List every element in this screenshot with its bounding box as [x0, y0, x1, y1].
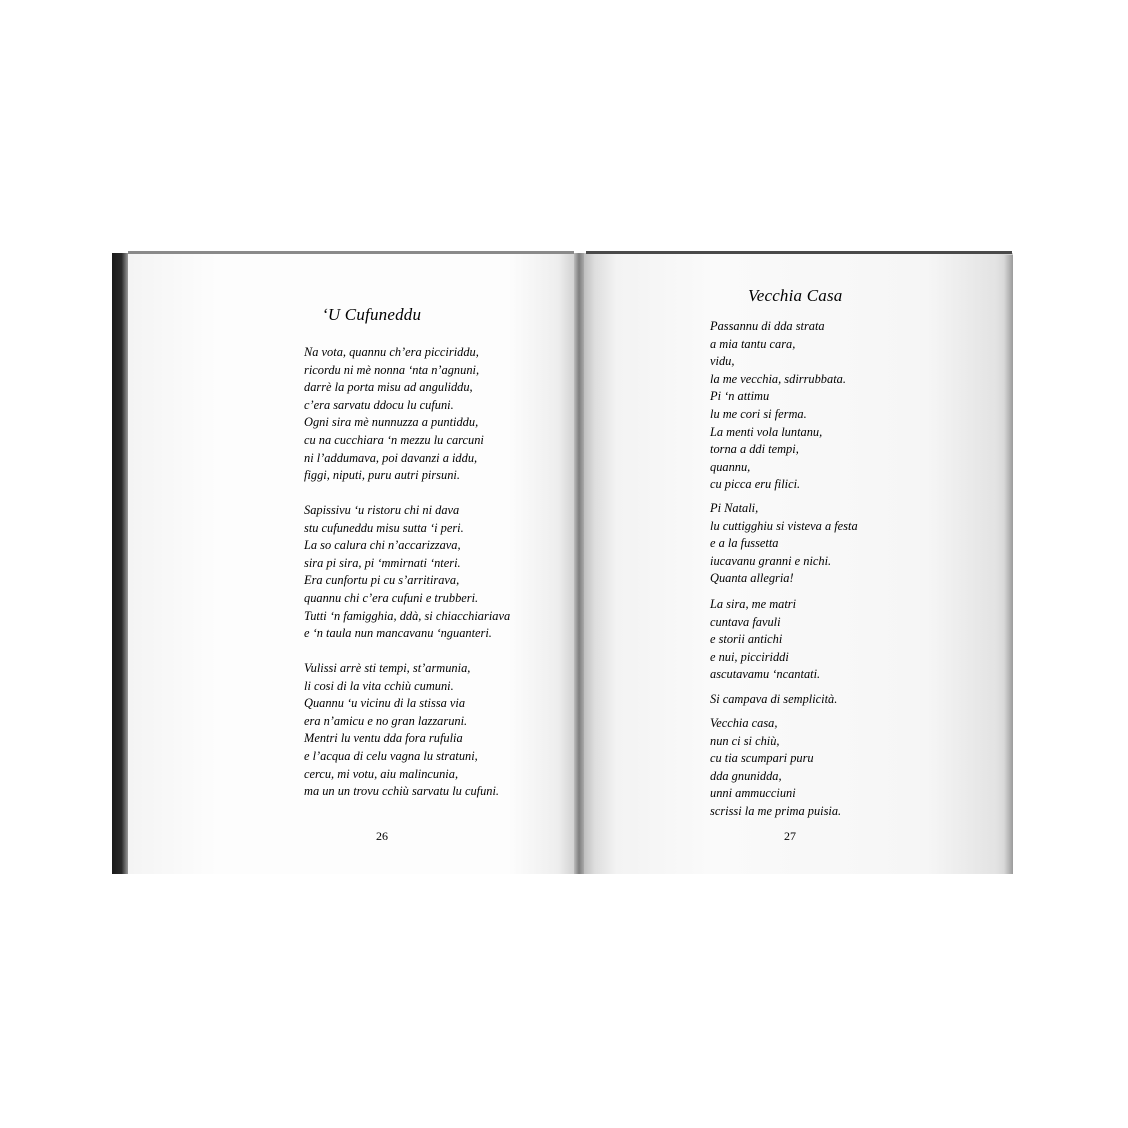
poem-line: Na vota, quannu ch’era picciriddu,	[304, 345, 479, 359]
stanza	[710, 500, 858, 588]
stanza	[710, 691, 837, 709]
poem-line: cuntava favuli	[710, 614, 781, 629]
poem-line: la me vecchia, sdirrubbata.	[710, 371, 846, 386]
poem-line: e a la fussetta	[710, 536, 779, 551]
poem-line: sira pi sira, pi ‘mmirnati ‘nteri.	[304, 555, 461, 570]
stanza	[304, 660, 499, 801]
poem-line: figgi, niputi, puru autri pirsuni.	[304, 468, 460, 483]
left-page-top-edge	[128, 251, 574, 254]
poem-title: ‘U Cufuneddu	[322, 305, 422, 324]
poem-line: lu cuttigghiu si visteva a festa	[710, 518, 858, 533]
poem-line: ma un un trovu cchiù sarvatu lu cufuni.	[304, 784, 500, 799]
poem-line: iucavanu granni e nichi.	[710, 553, 832, 568]
poem-line: cu tia scumpari puru	[710, 751, 814, 766]
poem-line: Vulissi arrè sti tempi, st’armunia,	[304, 661, 471, 675]
poem-line: Vecchia casa,	[710, 716, 778, 730]
poem-line: nun ci si chiù,	[710, 733, 780, 748]
right-page-top-edge	[586, 251, 1012, 254]
poem-line: La menti vola luntanu,	[710, 424, 823, 439]
poem-line: li cosi di la vita cchiù cumuni.	[304, 678, 454, 693]
stanza	[710, 318, 846, 494]
poem-line: Si campava di semplicità.	[710, 692, 838, 706]
poem-line: scrissi la me prima puisia.	[710, 803, 842, 818]
poem-line: ni l’addumava, poi davanzi a iddu,	[304, 450, 478, 465]
poem-line: dda gnunidda,	[710, 768, 782, 783]
poem-line: e nui, picciriddi	[710, 649, 789, 664]
page-number: 26	[376, 829, 388, 843]
poem-line: Sapissivu ‘u ristoru chi ni dava	[304, 503, 460, 517]
poem-line: darrè la porta misu ad anguliddu,	[304, 380, 473, 395]
stanza	[304, 344, 484, 485]
poem-line: Mentri lu ventu dda fora rufulia	[304, 731, 463, 746]
poem-line: a mia tantu cara,	[710, 336, 796, 351]
right-page-edge-shadow	[1004, 255, 1013, 874]
page-number: 27	[784, 829, 796, 843]
poem-line: lu me cori si ferma.	[710, 406, 807, 421]
poem-line: ascutavamu ‘ncantati.	[710, 667, 821, 682]
stanza	[710, 715, 841, 821]
poem-line: quannu chi c’era cufuni e trubberi.	[304, 590, 479, 605]
poem-line: quannu,	[710, 459, 751, 474]
poem-line: Quannu ‘u vicinu di la stissa via	[304, 696, 466, 711]
poem-line: La sira, me matri	[710, 597, 797, 611]
poem-line: torna a ddi tempi,	[710, 442, 799, 457]
poem-line: era n’amicu e no gran lazzaruni.	[304, 713, 468, 728]
poem-line: Ogni sira mè nunnuzza a puntiddu,	[304, 415, 479, 430]
stanza	[304, 502, 510, 643]
book-gutter	[574, 253, 584, 874]
poem-line: cu picca eru filici.	[710, 477, 801, 492]
poem-line: ricordu ni mè nonna ‘nta n’agnuni,	[304, 362, 480, 377]
poem-line: Quanta allegria!	[710, 571, 794, 586]
poem-line: c’era sarvatu ddocu lu cufuni.	[304, 397, 454, 412]
poem-line: Passannu di dda strata	[710, 319, 825, 333]
poem-line: Era cunfortu pi cu s’arritirava,	[304, 573, 460, 588]
poem-title: Vecchia Casa	[748, 286, 843, 305]
poem-line: Pi ‘n attimu	[710, 389, 770, 404]
stanza	[710, 596, 820, 684]
poem-line: stu cufuneddu misu sutta ‘i peri.	[304, 520, 464, 535]
poem-line: cercu, mi votu, aiu malincunia,	[304, 766, 459, 781]
poem-line: vidu,	[710, 354, 735, 369]
poem-line: cu na cucchiara ‘n mezzu lu carcuni	[304, 432, 484, 447]
poem-line: e l’acqua di celu vagna lu stratuni,	[304, 748, 478, 763]
poem-line: e ‘n taula nun mancavanu ‘nguanteri.	[304, 626, 492, 641]
poem-line: e storii antichi	[710, 632, 783, 647]
poem-line: Tutti ‘n famigghia, ddà, si chiacchiariava	[304, 608, 511, 623]
poem-line: La so calura chi n’accarizzava,	[304, 538, 461, 553]
left-binding-edge	[112, 253, 128, 874]
poem-line: unni ammucciuni	[710, 786, 796, 801]
poem-line: Pi Natali,	[710, 501, 759, 515]
